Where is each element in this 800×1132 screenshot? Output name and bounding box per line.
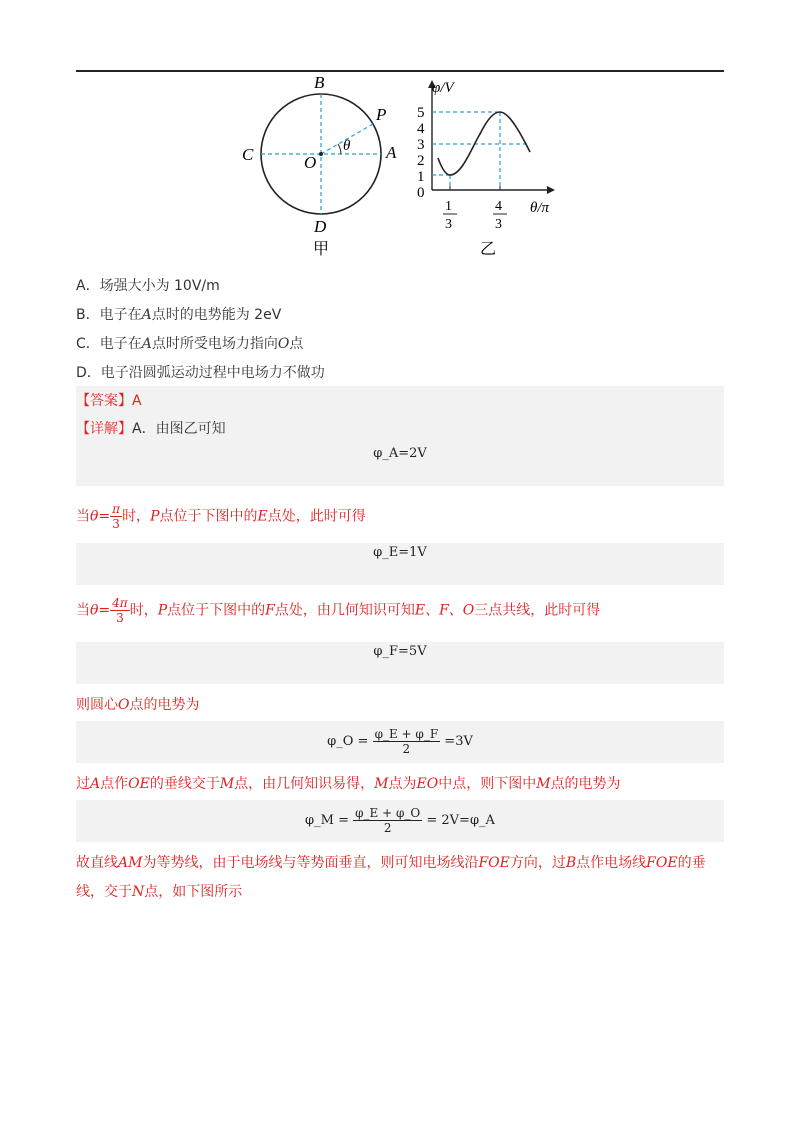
graph-xlabel: θ/π — [530, 200, 550, 216]
xtick-13-den: 3 — [445, 217, 452, 232]
label-o: O — [304, 153, 317, 172]
solution-line-6: 线，交于N点，如下图所示 — [76, 884, 243, 900]
equation-box-5 — [76, 800, 724, 842]
label-c: C — [242, 145, 254, 164]
x-axis-arrow — [547, 186, 555, 194]
option-d[interactable]: D．电子沿圆弧运动过程中电场力不做功 — [76, 365, 325, 381]
equation-phi-f: φ_F=5V — [373, 644, 427, 659]
solution-line-2: 当θ= $\frac{4\pi}{3}$时，P点位于下图中的F点处，由几何知识可知E、F、O三点共线，此时可得 — [76, 596, 601, 625]
potential-graph — [410, 72, 570, 262]
theta-arc — [338, 144, 341, 154]
ytick-4: 4 — [417, 121, 425, 137]
equation-phi-e: φ_E=1V — [373, 545, 427, 560]
solution-line-4: 过A点作OE的垂线交于M点，由几何知识易得，M点为EO中点，则下图中M点的电势为 — [76, 776, 621, 792]
equation-box-3 — [76, 642, 724, 684]
ytick-2: 2 — [417, 153, 425, 169]
ytick-5: 5 — [417, 105, 425, 121]
solution-line-5: 故直线AM为等势线，由于电场线与等势面垂直，则可知电场线沿FOE方向，过B点作电场线FOE的垂 — [76, 855, 706, 871]
xtick-13-num: 1 — [445, 199, 452, 214]
solution-line-3: 则圆心O点的电势为 — [76, 697, 200, 713]
detail-line: 【详解】A．由图乙可知 — [76, 421, 226, 437]
option-c[interactable]: C．电子在A点时所受电场力指向O点 — [76, 336, 304, 352]
equation-box-4 — [76, 721, 724, 763]
label-theta: θ — [343, 138, 351, 154]
answer-box — [76, 386, 724, 486]
center-dot — [319, 152, 323, 156]
ytick-1: 1 — [417, 169, 425, 185]
label-a: A — [386, 143, 397, 162]
answer-line: 【答案】A — [76, 393, 142, 409]
ytick-3: 3 — [417, 137, 425, 153]
label-b: B — [314, 73, 325, 92]
caption-jia: 甲 — [313, 241, 330, 258]
ytick-0: 0 — [417, 185, 425, 201]
option-a[interactable]: A．场强大小为 10V/m — [76, 278, 220, 294]
option-b[interactable]: B．电子在A点时的电势能为 2eV — [76, 307, 282, 323]
label-d: D — [314, 217, 327, 236]
label-p: P — [376, 105, 387, 124]
xtick-43-den: 3 — [495, 217, 502, 232]
equation-phi-m: φ_M = $\frac{\varphi\_E + \varphi\_O}{2}$ = 2V=φ_A — [305, 806, 495, 835]
solution-line-1: 当θ= $\frac{\pi}{3}$时，P点位于下图中的E点处，此时可得 — [76, 502, 366, 531]
equation-box-2 — [76, 543, 724, 585]
caption-yi: 乙 — [480, 241, 497, 258]
circle-figure — [240, 72, 410, 262]
xtick-43-num: 4 — [495, 199, 502, 214]
equation-phi-a: φ_A=2V — [373, 446, 427, 461]
equation-phi-o: φ_O = $\frac{\varphi\_E + \varphi\_F}{2}$ =3V — [327, 727, 473, 756]
graph-ylabel: φ/V — [432, 80, 454, 96]
